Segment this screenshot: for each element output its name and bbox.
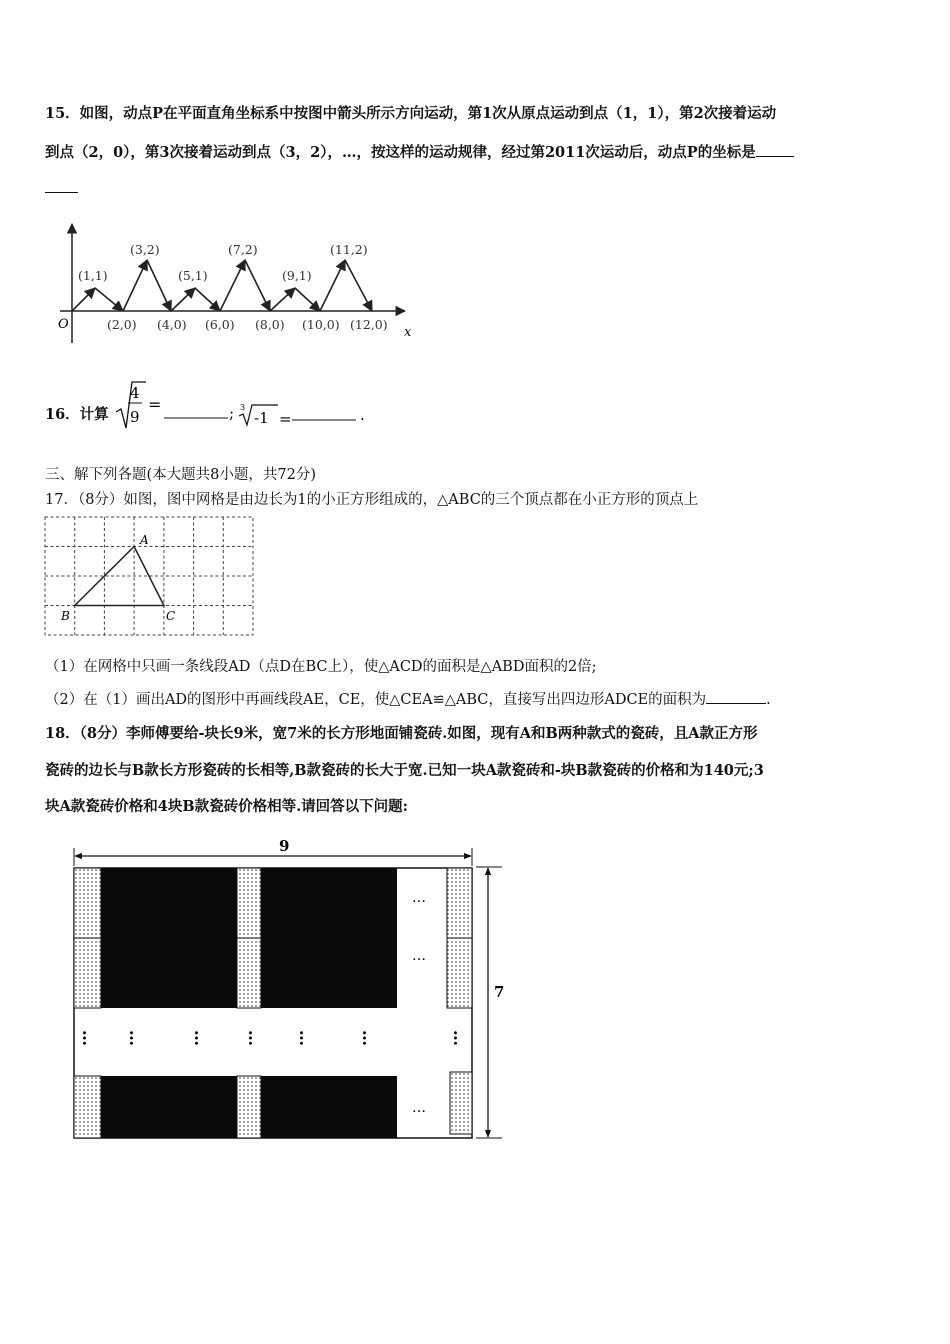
q16-end: . (360, 406, 365, 424)
tile-b (450, 1072, 472, 1134)
tile-b (74, 1076, 101, 1138)
q15-answer-blank-cont (45, 178, 78, 193)
vertex-a-label: A (140, 533, 149, 547)
q16-math (112, 378, 382, 434)
ellipsis: … (412, 948, 426, 964)
vertical-ellipsis: … (359, 1030, 378, 1046)
q18-line1: 18．（8分）李师傅要给-块长9米，宽7米的长方形地面铺瓷砖.如图，现有A和B两种款式的瓷砖，且A款正方形 (45, 725, 758, 742)
vertical-ellipsis: … (450, 1030, 469, 1046)
tile-a (101, 868, 237, 1008)
width-label: 9 (279, 837, 290, 855)
tile-b (447, 868, 472, 938)
q16-prefix: 16．计算 (45, 406, 109, 423)
vertex-c-label: C (166, 609, 176, 623)
q16-cube-radicand: -1 (254, 409, 269, 427)
q17-answer-blank (706, 689, 766, 704)
point-label-10-0: (10,0) (302, 317, 340, 332)
tile-b (74, 938, 101, 1008)
q15-motion-figure (50, 218, 420, 348)
vertical-ellipsis: … (79, 1030, 98, 1046)
q16-denominator: 9 (130, 408, 140, 426)
q17-sub2-end: . (766, 692, 771, 708)
tile-a (261, 868, 397, 1008)
vertex-b-label: B (61, 609, 70, 623)
point-label-5-1: (5,1) (178, 268, 208, 283)
point-label-12-0: (12,0) (350, 317, 388, 332)
height-label: 7 (494, 983, 505, 1001)
q16-eq1: = (148, 395, 162, 414)
tile-b (237, 938, 261, 1008)
q16-cube-index: 3 (240, 403, 246, 412)
q16-numerator: 4 (130, 384, 140, 402)
q16-eq2: = (279, 410, 292, 428)
q15-line1: 15．如图，动点P在平面直角坐标系中按图中箭头所示方向运动，第1次从原点运动到点（1，1），第2次接着运动 (45, 105, 777, 122)
tile-b (74, 868, 101, 938)
point-label-9-1: (9,1) (282, 268, 312, 283)
q15-line2-text: 到点（2，0），第3次接着运动到点（3，2），…，按这样的运动规律，经过第2011次运动后，动点P的坐标是 (45, 144, 756, 161)
q16-separator: ; (229, 404, 235, 422)
vertical-ellipsis: … (191, 1030, 210, 1046)
vertical-ellipsis: … (126, 1030, 145, 1046)
section-3-title: 三、解下列各题(本大题共8小题，共72分) (45, 467, 316, 483)
point-label-4-0: (4,0) (157, 317, 187, 332)
ellipsis: … (412, 890, 426, 906)
tile-a (261, 1076, 397, 1138)
tile-a (101, 1076, 237, 1138)
point-label-6-0: (6,0) (205, 317, 235, 332)
q15-answer-blank (756, 142, 794, 157)
tile-b (237, 1076, 261, 1138)
q17-sub1: （1）在网格中只画一条线段AD（点D在BC上），使△ACD的面积是△ABD面积的2倍; (45, 659, 597, 675)
vertical-ellipsis: … (296, 1030, 315, 1046)
point-label-8-0: (8,0) (255, 317, 285, 332)
q15-line2 (45, 141, 794, 162)
point-label-1-1: (1,1) (78, 268, 108, 283)
tile-b (447, 938, 472, 1008)
point-label-11-2: (11,2) (330, 242, 368, 257)
origin-label: O (58, 317, 69, 332)
q17-grid-figure (44, 516, 256, 638)
x-axis-label: x (404, 325, 412, 340)
point-label-7-2: (7,2) (228, 242, 258, 257)
q18-line3: 块A款瓷砖价格和4块B款瓷砖价格相等.请回答以下问题: (45, 798, 408, 815)
ellipsis: … (412, 1100, 426, 1116)
q17-sub2 (45, 688, 771, 709)
point-label-2-0: (2,0) (107, 317, 137, 332)
tile-b (237, 868, 261, 938)
q18-line2: 瓷砖的边长与B款长方形瓷砖的长相等,B款瓷砖的长大于宽.已知一块A款瓷砖和-块B款瓷砖的价格和为140元;3 (45, 762, 764, 779)
q17-sub2-text: （2）在（1）画出AD的图形中再画线段AE，CE，使△CEA≌△ABC，直接写出四边形ADCE的面积为 (45, 692, 707, 708)
point-label-3-2: (3,2) (130, 242, 160, 257)
q17-line1: 17．（8分）如图，图中网格是由边长为1的小正方形组成的，△ABC的三个顶点都在小正方形的顶点上 (45, 492, 699, 508)
q18-tile-figure (66, 832, 508, 1152)
vertical-ellipsis: … (245, 1030, 264, 1046)
